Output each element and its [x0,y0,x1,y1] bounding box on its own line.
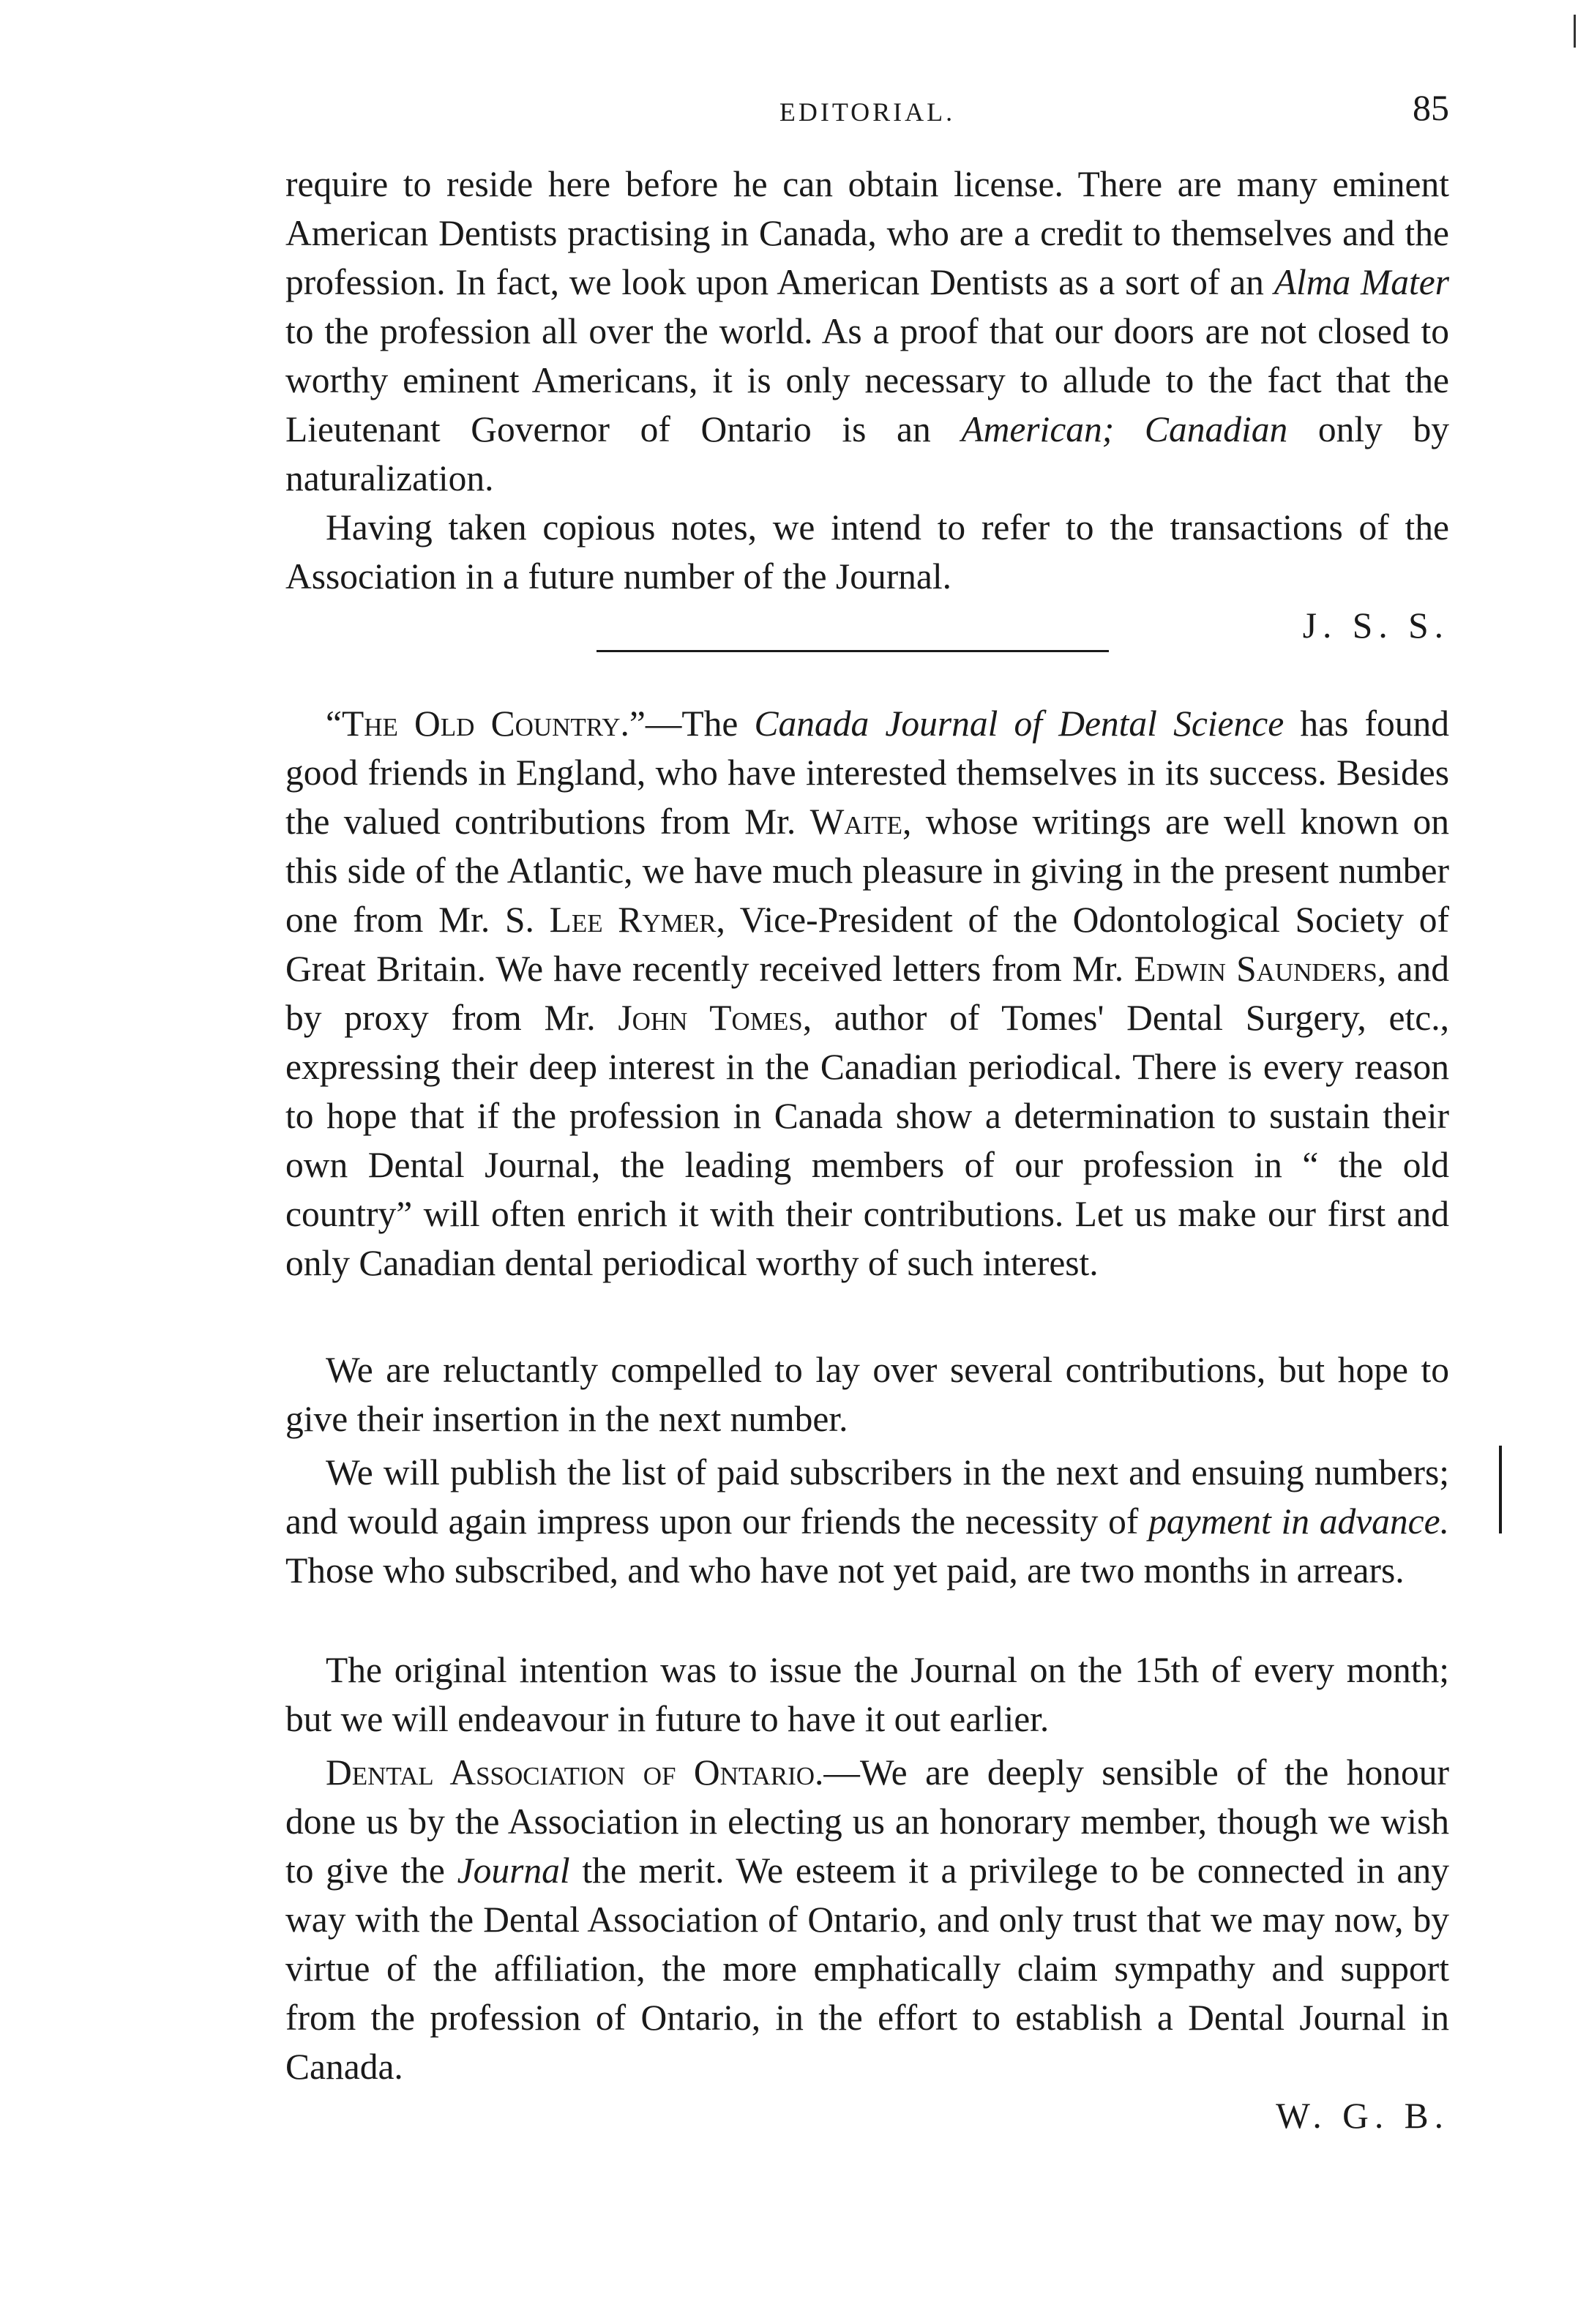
signature-jss: J. S. S. [1302,605,1449,646]
running-title: EDITORIAL. [779,97,956,127]
section-divider [597,650,1109,652]
paragraph-association: Dental Association of Ontario.—We are deeply sensible of the honour done us by the Association in electing us an honorary member, though we wish to give the Journal the merit. We esteem it a privilege to be connected in any way with the Dental Association of Ontario, and only trust that we may now, by virtue of the affiliation, the more emphatically claim sympathy and support from the profession of Ontario, in the effort to establish a Dental Journal in Canada. [285,1752,1449,2087]
section-two-contributions [285,1345,1449,1443]
section-two [285,699,1449,1288]
margin-bracket-mark [1499,1446,1502,1533]
page-header [285,86,1449,138]
margin-tick [1574,15,1576,48]
section-two-association [285,1748,1449,2140]
paragraph-schedule: The original intention was to issue the Journal on the 15th of every month; but we will endeavour in future to have it out earlier. [285,1650,1449,1739]
section-two-schedule [285,1645,1449,1744]
paragraph-old-country: “The Old Country.”—The Canada Journal of Dental Science has found good friends in England, who have interested themselves in its success. Besides the valued contributions from Mr. Waite, whose writings are well known on this side of the Atlantic, we have much pleasure in giving in the present number one from Mr. S. Lee Rymer, Vice-President of the Odontological Society of Great Britain. We have recently received letters from Mr. Edwin Saunders, and by proxy from Mr. John Tomes, author of Tomes' Dental Surgery, etc., expressing their deep interest in the Canadian periodical. There is every reason to hope that if the profession in Canada show a determination to sustain their own Dental Journal, the leading members of our profession in “ the old country” will often enrich it with their contributions. Let us make our first and only Canadian dental periodical worthy of such interest. [285,703,1449,1283]
page-number: 85 [1413,87,1449,128]
paragraph-subscribers: We will publish the list of paid subscribers in the next and ensuing numbers; and would again impress upon our friends the necessity of payment in advance. Those who subscribed, and who have not yet paid, are two months in arrears. [285,1452,1449,1591]
paragraph-continuation: require to reside here before he can obtain license. There are many eminent American Dentists practising in Canada, who are a credit to themselves and the profession. In fact, we look upon American Dentists as a sort of an Alma Mater to the profession all over the world. As a proof that our doors are not closed to worthy eminent Americans, it is only necessary to allude to the fact that the Lieutenant Governor of Ontario is an American; Canadian only by naturalization. [285,164,1449,498]
section-one [285,160,1449,650]
paragraph-contributions: We are reluctantly compelled to lay over several contributions, but hope to give their insertion in the next number. [285,1350,1449,1439]
paragraph-notes: Having taken copious notes, we intend to refer to the transactions of the Association in a future number of the Journal. [285,507,1449,597]
section-two-subscribers [285,1448,1449,1595]
signature-wgb: W. G. B. [1276,2096,1449,2136]
